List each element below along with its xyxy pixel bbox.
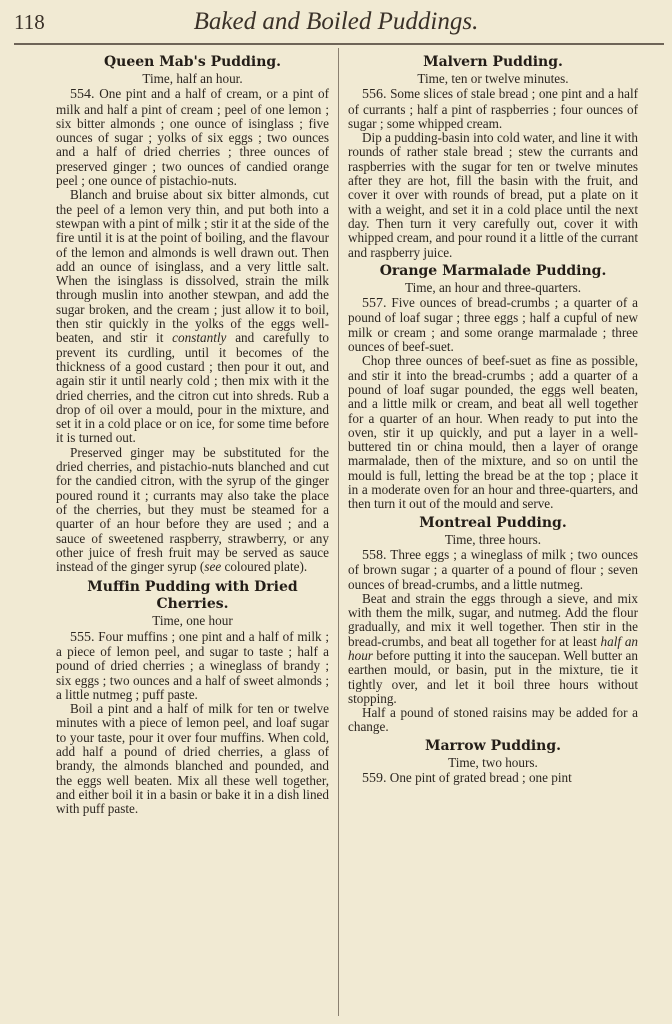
recipe-time: Time, two hours.: [448, 754, 538, 770]
right-column: [348, 54, 638, 786]
ingredients-text: Five ounces of bread-crumbs ; a quarter of a pound of loaf sugar ; three eggs ; half a cupful of new milk or cream ; and some orange marmalade ; three ounces of beef-suet.: [348, 295, 639, 355]
recipe-montreal-pudding: [348, 515, 638, 735]
ingredients-paragraph: [56, 87, 329, 188]
recipe-title: Orange Marmalade Pudding.: [379, 262, 607, 279]
recipe-number: 558.: [362, 547, 387, 563]
emphasis-text: see: [204, 559, 222, 575]
recipe-malvern-pudding: [348, 54, 638, 260]
note-text: Preserved ginger may be substituted for the dried cherries, and pistachio-nuts blanched and cut for the candied citron, with the syrup of the ginger poured round it ; currants may also take the place of the cherries, but they must be steamed for a quarter of an hour before they are used ; and a sauce of sweetened raspberry, strawberry, or any other juice of fresh fruit may be served as sauce instead of the ginger syrup (: [56, 444, 329, 575]
recipe-title: Queen Mab's Pudding.: [103, 54, 282, 70]
ingredients-paragraph: [348, 771, 638, 786]
ingredients-paragraph: [348, 548, 638, 592]
emphasis-text: constantly: [172, 330, 227, 346]
recipe-title: Marrow Pudding.: [424, 737, 562, 754]
page-header: [0, 0, 672, 40]
method-paragraph: Dip a pudding-basin into cold water, and line it with rounds of rather stale bread ; stew the currants and raspberries with the sugar for ten or twelve minutes after they are hot, fill the basin with the fruit, and cover it over with rounds of bread, put a plate on it with a weight, and set it in a cold place until the next day. Then turn it very carefully out, cover it with whipped cream, and pour round it a little of the currant and raspberry juice.: [348, 130, 638, 260]
header-rule: [14, 43, 664, 45]
recipe-number: 554.: [70, 87, 95, 103]
recipe-muffin-pudding: [56, 579, 329, 816]
ingredients-text: Some slices of stale bread ; one pint and a half of currants ; half a pint of raspberries ; four ounces of sugar ; some whipped cream.: [348, 86, 638, 131]
method-paragraph: Boil a pint and a half of milk for ten or twelve minutes with a piece of lemon peel, and loaf sugar to your taste, pour it over four muffins. When cold, add half a pound of dried cherries, a glass of brandy, the almonds blanched and pounded, and the eggs well beaten. Mix all these well together, and either boil it in a basin or bake it in a dish lined with puff paste.: [56, 701, 329, 817]
recipe-time: Time, ten or twelve minutes.: [417, 71, 569, 86]
ingredients-paragraph: [348, 87, 638, 131]
ingredients-paragraph: [348, 296, 638, 354]
recipe-queen-mabs-pudding: [56, 54, 329, 574]
ingredients-text: Four muffins ; one pint and a half of milk ; a piece of lemon peel, and sugar to taste ; half a pound of dried cherries ; a wineglass of brandy ; six eggs ; two ounces and a half of sweet almonds ; a little nutmeg ; puff paste.: [56, 628, 329, 702]
column-divider: [338, 48, 339, 1016]
recipe-time: Time, an hour and three-quarters.: [404, 279, 582, 295]
recipe-time: Time, three hours.: [444, 531, 542, 547]
ingredients-text: One pint and a half of cream, or a pint of milk and half a pint of cream ; peel of one lemon ; six bitter almonds ; one ounce of isinglass ; five ounces of sugar ; yolks of six eggs ; two ounces and a half of dried cherries ; three ounces of preserved ginger ; two ounces of candied orange peel ; one ounce of pistachio-nuts.: [56, 86, 330, 189]
ingredients-text: One pint of grated bread ; one pint: [389, 770, 572, 786]
recipe-title: Muffin Pudding with Dried Cherries.: [87, 579, 298, 613]
recipe-time: Time, one hour: [152, 613, 233, 629]
ingredients-paragraph: [56, 630, 329, 702]
recipe-number: 555.: [70, 629, 95, 645]
recipe-number: 556.: [362, 87, 387, 103]
recipe-number: 557.: [362, 296, 387, 312]
running-title: Baked and Boiled Puddings.: [193, 8, 479, 35]
note-paragraph: Half a pound of stoned raisins may be added for a change.: [348, 705, 638, 735]
method-text: Blanch and bruise about six bitter almonds, cut the peel of a lemon very thin, and put both into a stewpan with a pint of milk ; stir it at the side of the fire until it is at the point of boiling, and the flavour of the lemon and almonds is well drawn out. Then add an ounce of isinglass, and a very little salt. When the isinglass is dissolved, strain the milk through muslin into another stewpan, and add the sugar broken, and the cream ; just allow it to boil, then stir quickly in the yolks of the eggs well-beaten, and stir it: [56, 187, 329, 346]
recipe-marrow-pudding: [348, 738, 638, 787]
method-text: and carefully to prevent its curdling, until it becomes of the thickness of a good custard ; then pour it out, and again stir it until nearly cold ; then mix with it the dried cherries, and the citron cut into shreds. Rub a drop of oil over a mould, pour in the mixture, and set it in a cold place or on ice, for some time before it is turned out.: [56, 330, 329, 446]
method-text: before putting it into the saucepan. Well butter an earthen mould, or basin, put in the mixture, tie it tightly over, and let it boil three hours without stopping.: [348, 647, 638, 706]
page-number: 118: [14, 10, 45, 34]
recipe-title: Montreal Pudding.: [419, 514, 567, 531]
recipe-time: Time, half an hour.: [142, 71, 243, 86]
left-column: [56, 54, 329, 817]
ingredients-text: Three eggs ; a wineglass of milk ; two ounces of brown sugar ; a quarter of a pound of flour ; seven ounces of bread-crumbs, and a little nutmeg.: [348, 546, 638, 592]
note-text: coloured plate).: [224, 559, 308, 575]
method-paragraph: Chop three ounces of beef-suet as fine as possible, and stir it into the bread-crumbs ; add a quarter of a pound of loaf sugar pounded, the eggs well beaten, and a little milk or cream, and beat all well together for a quarter of an hour. When ready to put into the oven, stir it up quickly, and put a layer in a well-buttered tin or china mould, then a layer of orange marmalade, then of the mixture, and so on until the mould is full, letting the bread be at the top ; place it in a moderate oven for an hour and three-quarters, and then turn it out of the mould and serve.: [348, 353, 638, 512]
method-paragraph: [56, 188, 329, 445]
method-text: Beat and strain the eggs through a sieve, and mix with them the milk, sugar, and nutmeg. Add the flour gradually, and mix it well together. Then stir in the bread-crumbs, and beat all together for at least: [348, 590, 638, 649]
note-paragraph: [56, 446, 329, 575]
recipe-number: 559.: [362, 771, 387, 787]
method-paragraph: [348, 592, 638, 706]
recipe-orange-marmalade-pudding: [348, 263, 638, 512]
emphasis-text: half an hour: [348, 633, 639, 663]
recipe-title: Malvern Pudding.: [423, 54, 563, 70]
